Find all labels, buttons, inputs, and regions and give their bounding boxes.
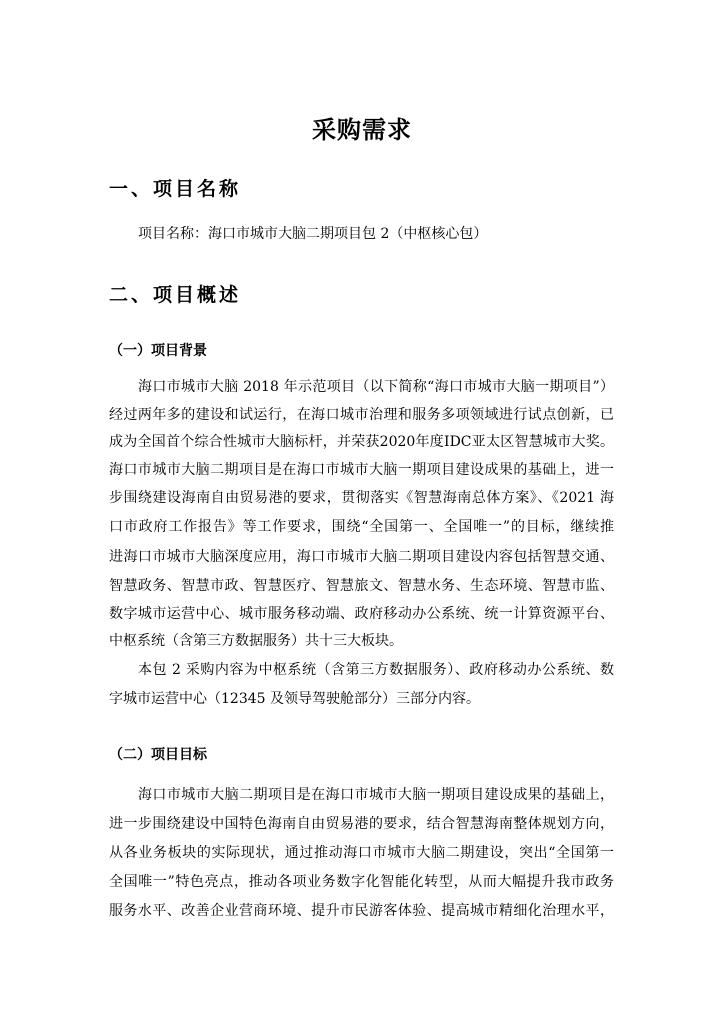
paragraph-line: 经过两年多的建设和试运行，在海口城市治理和服务多项领域进行试点创新，已 bbox=[109, 407, 614, 423]
paragraph-line: 中枢系统（含第三方数据服务）共十三大板块。 bbox=[109, 633, 403, 649]
section-heading-project-name: 一、项目名称 bbox=[109, 178, 242, 200]
subsection-heading-background: （一）项目背景 bbox=[109, 343, 207, 359]
section-heading-project-overview: 二、项目概述 bbox=[109, 284, 242, 306]
paragraph-line: 海口市城市大脑二期项目是在海口市城市大脑一期项目建设成果的基础上，进一 bbox=[109, 462, 614, 478]
paragraph-line: 进一步围绕建设中国特色海南自由贸易港的要求，结合智慧海南整体规划方向， bbox=[109, 816, 614, 832]
paragraph-line: 全国唯一”特色亮点，推动各项业务数字化智能化转型，从而大幅提升我市政务 bbox=[109, 874, 614, 890]
paragraph-line: 步围绕建设海南自由贸易港的要求，贯彻落实《智慧海南总体方案》、《2021 海 bbox=[109, 490, 614, 506]
paragraph-line: 成为全国首个综合性城市大脑标杆，并荣获2020年度IDC亚太区智慧城市大奖。 bbox=[109, 434, 614, 450]
paragraph-line: 服务水平、改善企业营商环境、提升市民游客体验、提高城市精细化治理水平， bbox=[109, 903, 614, 919]
paragraph-line: 智慧政务、智慧市政、智慧医疗、智慧旅文、智慧水务、生态环境、智慧市监、 bbox=[109, 578, 614, 594]
subsection-heading-objectives: （二）项目目标 bbox=[109, 747, 207, 763]
paragraph-line: 字城市运营中心（12345 及领导驾驶舱部分）三部分内容。 bbox=[109, 691, 480, 707]
paragraph-line: 数字城市运营中心、城市服务移动端、政府移动办公系统、统一计算资源平台、 bbox=[109, 606, 614, 622]
project-name-line: 项目名称：海口市城市大脑二期项目包 2（中枢核心包） bbox=[138, 226, 488, 242]
paragraph-line: 进海口市城市大脑深度应用，海口市城市大脑二期项目建设内容包括智慧交通、 bbox=[109, 549, 614, 565]
paragraph-line: 本包 2 采购内容为中枢系统（含第三方数据服务）、政府移动办公系统、数 bbox=[138, 662, 614, 678]
paragraph-line: 海口市城市大脑二期项目是在海口市城市大脑一期项目建设成果的基础上， bbox=[138, 787, 614, 803]
paragraph-line: 口市政府工作报告》等工作要求，围绕“全国第一、全国唯一”的目标，继续推 bbox=[109, 519, 614, 535]
paragraph-line: 从各业务板块的实际现状，通过推动海口市城市大脑二期建设，突出“全国第一 bbox=[109, 845, 614, 861]
paragraph-line: 海口市城市大脑 2018 年示范项目（以下简称“海口市城市大脑一期项目”） bbox=[138, 379, 614, 395]
document-title: 采购需求 bbox=[312, 116, 412, 144]
